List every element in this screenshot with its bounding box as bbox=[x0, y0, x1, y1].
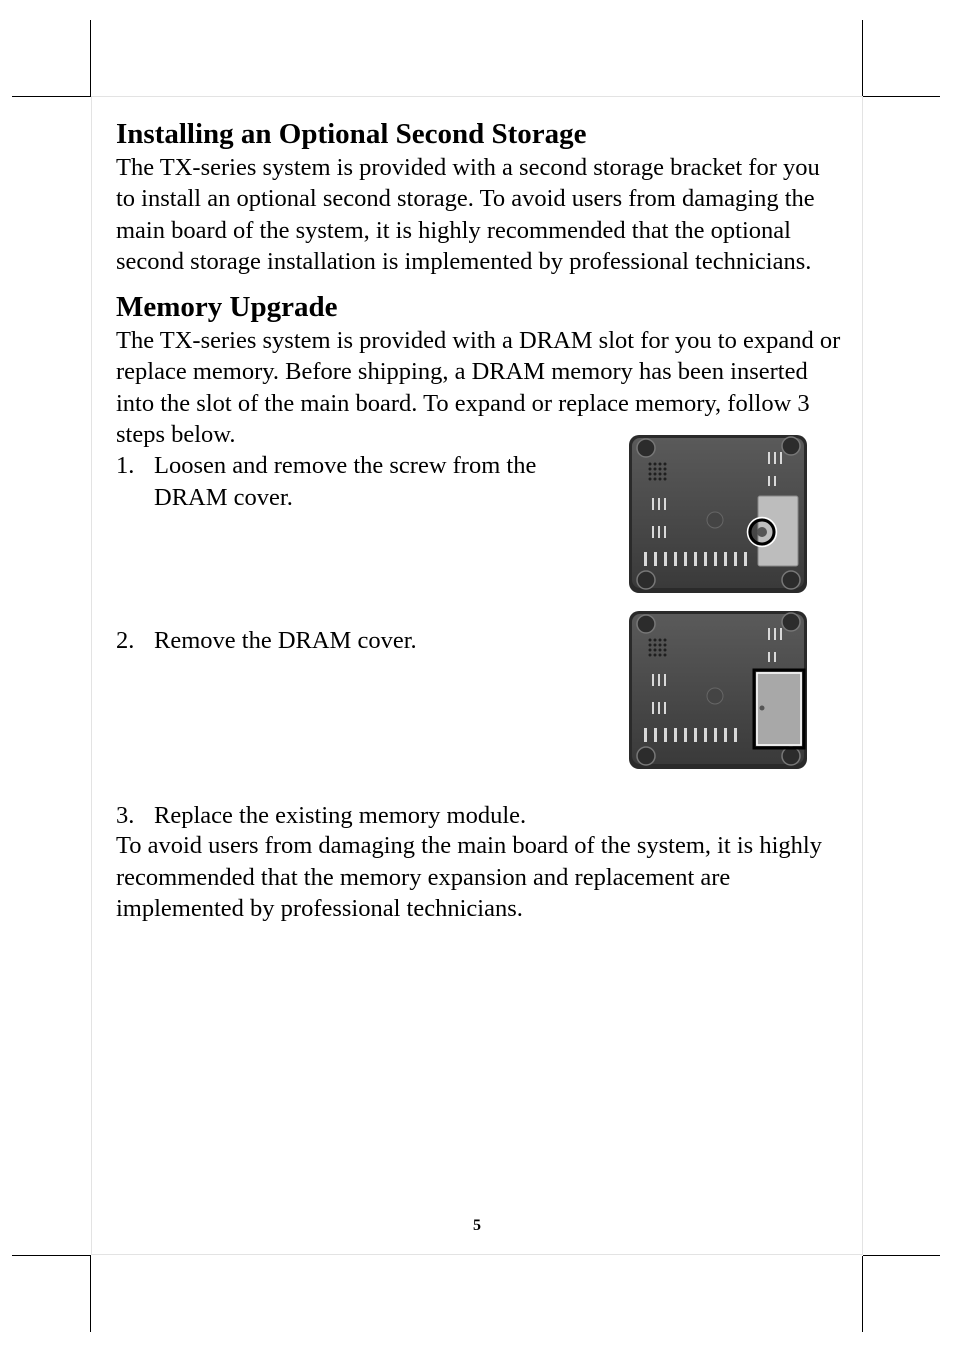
crop-mark-top-left-h bbox=[12, 96, 91, 97]
step-text: Loosen and remove the screw from the DRAM cover. bbox=[154, 452, 537, 511]
crop-mark-bottom-right-h bbox=[863, 1255, 940, 1256]
memory-upgrade-intro: The TX-series system is provided with a DRAM slot for you to expand or replace memory. Before shipping, a DRAM memory has been inserted into the slot of the main board. To expand or replace memory, follow 3 steps below. bbox=[116, 327, 841, 449]
page-number: 5 bbox=[473, 1217, 481, 1234]
crop-mark-bottom-right-v bbox=[862, 1256, 863, 1332]
dram-cover-removed-photo bbox=[628, 610, 808, 770]
crop-mark-top-right-v bbox=[862, 20, 863, 96]
step-text: Remove the DRAM cover. bbox=[154, 627, 417, 655]
crop-mark-top-right-h bbox=[863, 96, 940, 97]
page-content bbox=[116, 116, 842, 924]
memory-upgrade-steps bbox=[116, 450, 842, 830]
dram-cover-screw-photo bbox=[628, 434, 808, 594]
section-title-second-storage: Installing an Optional Second Storage bbox=[116, 118, 587, 150]
step-number: 2. bbox=[116, 627, 135, 655]
step-1 bbox=[116, 450, 596, 513]
memory-upgrade-closing: To avoid users from damaging the main board of the system, it is highly recommended that the memory expansion and replacement are implemented by professional technicians. bbox=[116, 832, 822, 922]
crop-mark-bottom-left-h bbox=[12, 1255, 91, 1256]
section-title-memory-upgrade: Memory Upgrade bbox=[116, 291, 338, 324]
step-3 bbox=[116, 800, 596, 831]
step-number: 3. bbox=[116, 802, 135, 830]
step-text: Replace the existing memory module. bbox=[154, 802, 527, 830]
step-2 bbox=[116, 625, 596, 656]
crop-mark-top-left-v bbox=[90, 20, 91, 96]
second-storage-paragraph: The TX-series system is provided with a second storage bracket for you to install an optional second storage. To avoid users from damaging the main board of the system, it is highly recommended that the optional second storage installation is implemented by professional technicians. bbox=[116, 154, 820, 275]
crop-mark-bottom-left-v bbox=[90, 1256, 91, 1332]
step-number: 1. bbox=[116, 452, 135, 480]
